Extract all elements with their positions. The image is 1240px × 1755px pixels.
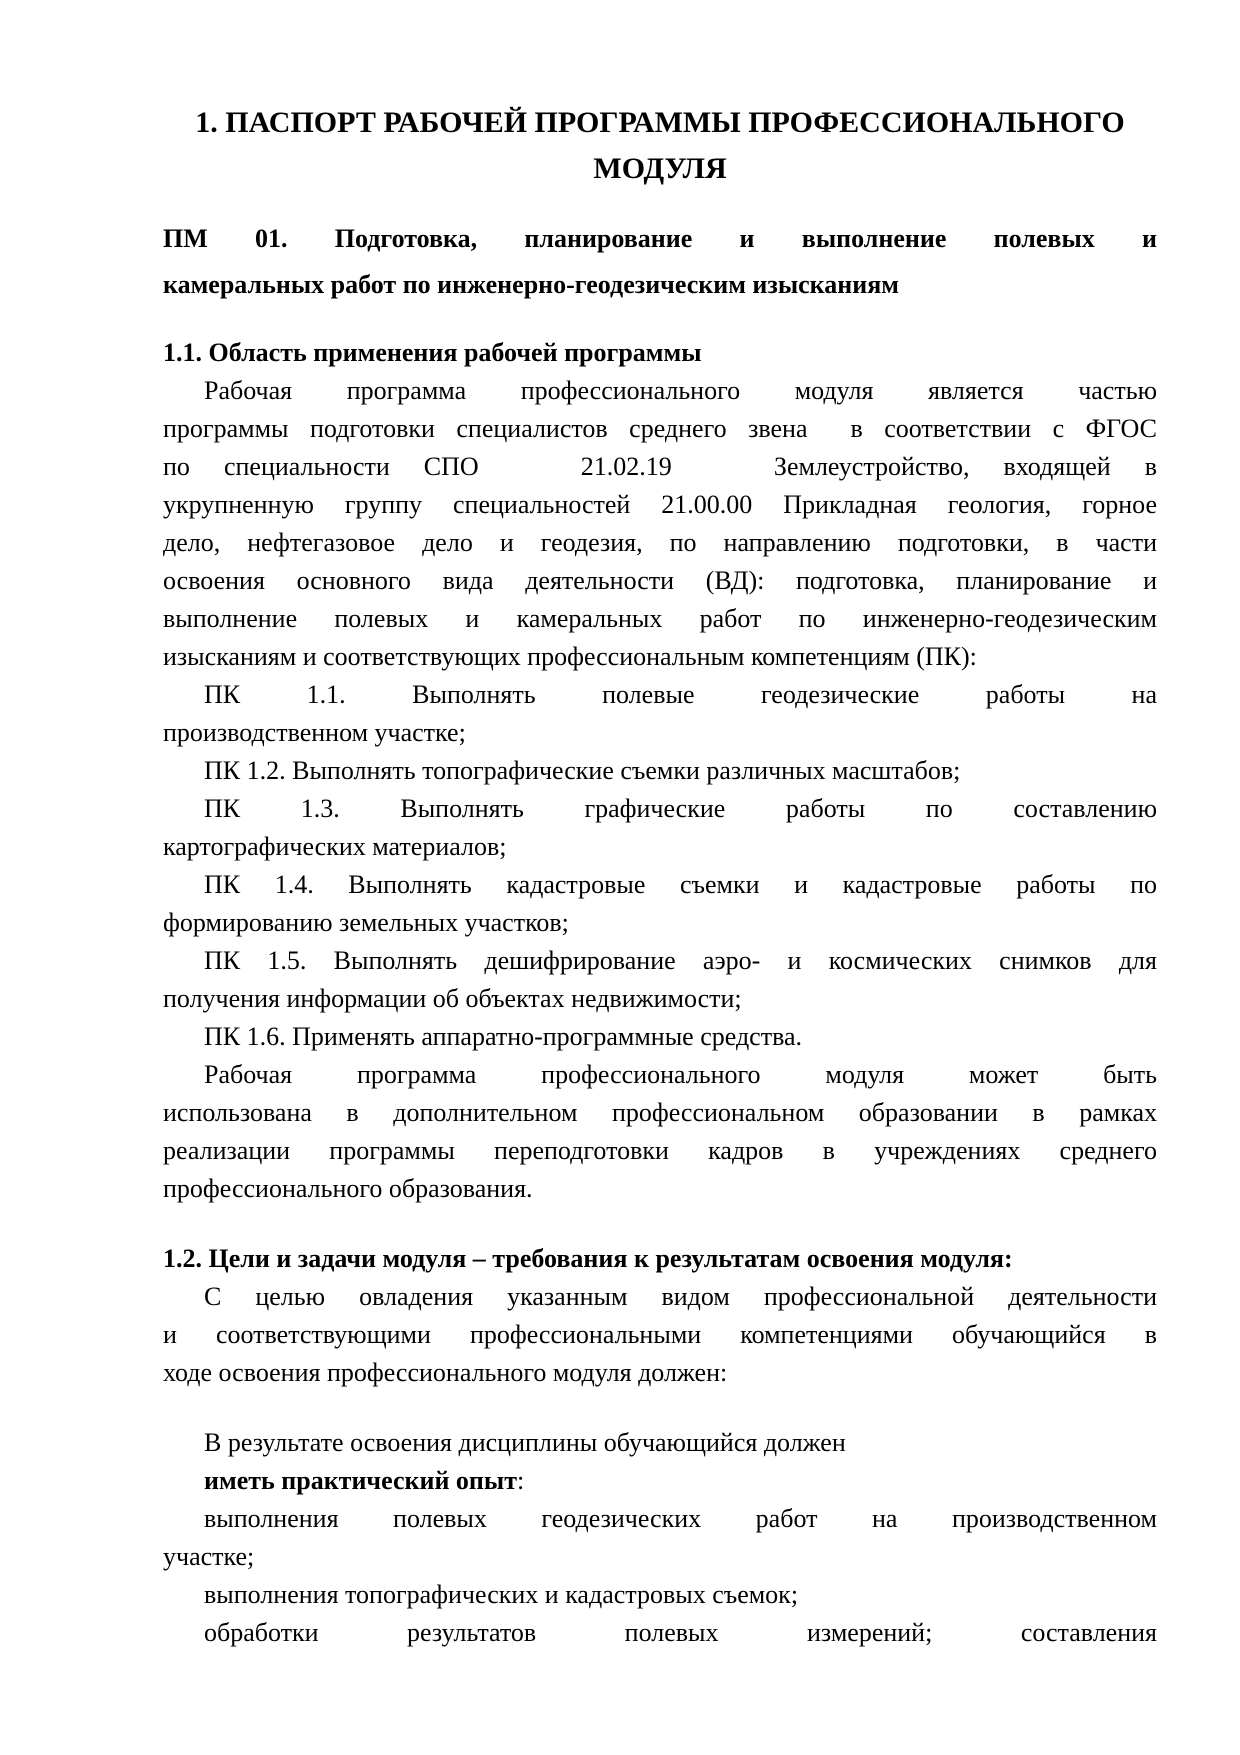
para-usage-line: Рабочая программа профессионального модуля может быть xyxy=(204,1060,1157,1089)
exp-field-work xyxy=(163,1500,1157,1576)
doc-title-line: МОДУЛЯ xyxy=(593,152,727,185)
para-scope-line: дело, нефтегазовое дело и геодезия, по направлению подготовки, в части xyxy=(163,528,1157,557)
section-1-2-heading-line: 1.2. Цели и задачи модуля – требования к результатам освоения модуля: xyxy=(163,1244,1013,1273)
pk-1-4 xyxy=(163,866,1157,942)
section-1-1-heading xyxy=(163,334,1157,372)
module-heading-line: ПМ 01. Подготовка, планирование и выполнение полевых и xyxy=(163,224,1157,253)
pk-1-1-line: ПК 1.1. Выполнять полевые геодезические работы на xyxy=(204,680,1157,709)
module-heading xyxy=(163,216,1157,308)
exp-field-work-line: участке; xyxy=(163,1542,255,1571)
pk-1-2-line: ПК 1.2. Выполнять топографические съемки различных масштабов; xyxy=(204,756,961,785)
para-usage-line: использована в дополнительном профессиональном образовании в рамках xyxy=(163,1098,1157,1127)
para-result-intro-line: В результате освоения дисциплины обучающийся должен xyxy=(204,1428,846,1457)
para-scope-line: программы подготовки специалистов среднего звена в соответствии с ФГОС xyxy=(163,414,1157,443)
para-scope xyxy=(163,372,1157,676)
practical-experience-heading xyxy=(163,1462,1157,1500)
practical-experience-heading-suffix: : xyxy=(516,1466,525,1495)
pk-1-3-line: ПК 1.3. Выполнять графические работы по составлению xyxy=(204,794,1157,823)
module-heading-line: камеральных работ по инженерно-геодезическим изысканиям xyxy=(163,270,899,299)
para-result-intro xyxy=(163,1424,1157,1462)
pk-1-6-line: ПК 1.6. Применять аппаратно-программные средства. xyxy=(204,1022,803,1051)
practical-experience-heading-line: иметь практический опыт: xyxy=(204,1466,525,1495)
para-usage-line: профессионального образования. xyxy=(163,1174,533,1203)
exp-field-work-line: выполнения полевых геодезических работ на производственном xyxy=(204,1504,1157,1533)
pk-1-1-line: производственном участке; xyxy=(163,718,466,747)
para-usage xyxy=(163,1056,1157,1208)
para-scope-line: изысканиям и соответствующих профессиональным компетенциям (ПК): xyxy=(163,642,977,671)
pk-1-3-line: картографических материалов; xyxy=(163,832,507,861)
para-goals-line: и соответствующими профессиональными компетенциями обучающийся в xyxy=(163,1320,1157,1349)
exp-surveys xyxy=(163,1576,1157,1614)
para-goals-line: ходе освоения профессионального модуля должен: xyxy=(163,1358,728,1387)
doc-title xyxy=(163,100,1157,192)
pk-1-5-line: ПК 1.5. Выполнять дешифрирование аэро- и космических снимков для xyxy=(204,946,1157,975)
para-usage-line: реализации программы переподготовки кадров в учреждениях среднего xyxy=(163,1136,1157,1165)
section-1-1-heading-line: 1.1. Область применения рабочей программы xyxy=(163,338,702,367)
para-scope-line: освоения основного вида деятельности (ВД): подготовка, планирование и xyxy=(163,566,1157,595)
pk-1-4-line: формированию земельных участков; xyxy=(163,908,569,937)
exp-processing-line: обработки результатов полевых измерений; составления xyxy=(204,1618,1157,1647)
pk-1-2 xyxy=(163,752,1157,790)
pk-1-4-line: ПК 1.4. Выполнять кадастровые съемки и кадастровые работы по xyxy=(204,870,1157,899)
section-1-2-heading xyxy=(163,1240,1157,1278)
doc-title-line: 1. ПАСПОРТ РАБОЧЕЙ ПРОГРАММЫ ПРОФЕССИОНАЛЬНОГО xyxy=(195,106,1125,139)
para-scope-line: Рабочая программа профессионального модуля является частью xyxy=(204,376,1157,405)
pk-1-3 xyxy=(163,790,1157,866)
pk-1-5-line: получения информации об объектах недвижимости; xyxy=(163,984,742,1013)
para-goals xyxy=(163,1278,1157,1392)
para-scope-line: по специальности СПО 21.02.19 Землеустройство, входящей в xyxy=(163,452,1157,481)
pk-1-5 xyxy=(163,942,1157,1018)
para-scope-line: укрупненную группу специальностей 21.00.00 Прикладная геология, горное xyxy=(163,490,1157,519)
exp-processing xyxy=(163,1614,1157,1652)
para-goals-line: С целью овладения указанным видом профессиональной деятельности xyxy=(204,1282,1157,1311)
pk-1-1 xyxy=(163,676,1157,752)
exp-surveys-line: выполнения топографических и кадастровых съемок; xyxy=(204,1580,799,1609)
pk-1-6 xyxy=(163,1018,1157,1056)
para-scope-line: выполнение полевых и камеральных работ по инженерно-геодезическим xyxy=(163,604,1157,633)
